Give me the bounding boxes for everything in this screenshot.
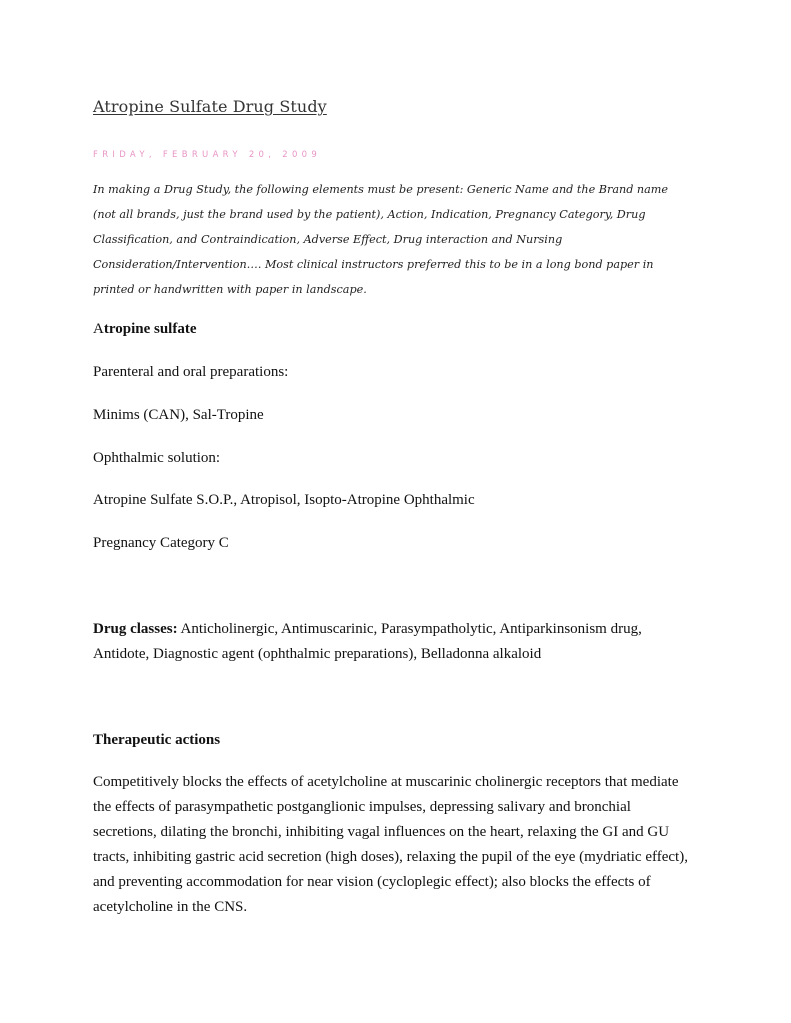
post-date: FRIDAY, FEBRUARY 20, 2009: [93, 150, 322, 160]
therapeutic-actions-heading: Therapeutic actions: [93, 732, 221, 748]
therapeutic-actions-paragraph: Competitively blocks the effects of acetylcholine at muscarinic cholinergic receptors that mediate the effects of parasympathetic postganglionic impulses, depressing salivary and bronchial secretions, dilating the bronchi, inhibiting vagal influences on the heart, relaxing the GI and GU tracts, inhibiting gastric acid secretion (high doses), relaxing the pupil of the eye (mydriatic effect), and preventing accommodation for near vision (cycloplegic effect); also blocks the effects of acetylcholine in the CNS.: [93, 774, 688, 915]
ophthalmic-heading: Ophthalmic solution:: [93, 450, 221, 466]
drug-classes-label: Drug classes:: [93, 621, 178, 637]
drug-name-rest: tropine sulfate: [103, 321, 197, 337]
post-title-link[interactable]: Atropine Sulfate Drug Study: [93, 97, 327, 116]
drug-name-initial: A: [93, 321, 104, 337]
pregnancy-category: Pregnancy Category C: [93, 535, 229, 551]
drug-classes-text: Anticholinergic, Antimuscarinic, Parasympatholytic, Antiparkinsonism drug, Antidote, Diagnostic agent (ophthalmic preparations), Belladonna alkaloid: [93, 621, 642, 662]
intro-paragraph: In making a Drug Study, the following elements must be present: Generic Name and the Brand name (not all brands, just the brand used by the patient), Action, Indication, Pregnancy Category, Drug Classification, and Contraindication, Adverse Effect, Drug interaction and Nursing Consideration/Intervention…. Most clinical instructors preferred this to be in a long bond paper in printed or handwritten with paper in landscape.: [93, 183, 669, 296]
drug-name-heading: [93, 317, 196, 342]
ophthalmic-brands: Atropine Sulfate S.O.P., Atropisol, Isopto-Atropine Ophthalmic: [93, 492, 475, 508]
parenteral-brands: Minims (CAN), Sal-Tropine: [93, 407, 264, 423]
drug-classes-paragraph: [93, 617, 693, 667]
parenteral-heading: Parenteral and oral preparations:: [93, 364, 289, 380]
